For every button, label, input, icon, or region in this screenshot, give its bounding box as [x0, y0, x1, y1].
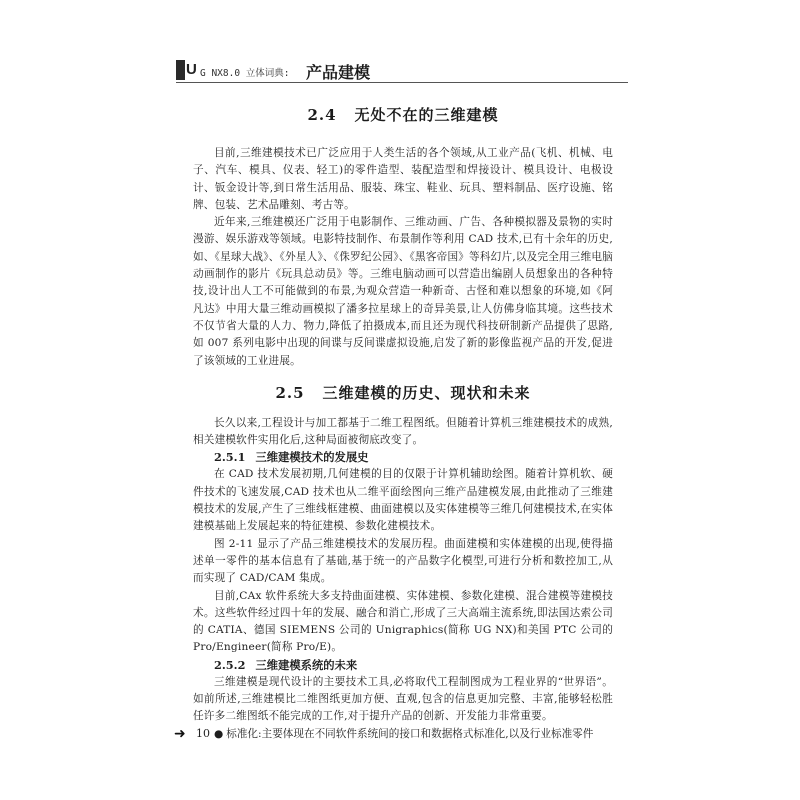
subsection-title: 三维建模技术的发展史 — [255, 450, 369, 465]
subsection-2-5-2-heading — [214, 657, 613, 674]
header-divider — [176, 82, 628, 83]
paragraph: 三维建模是现代设计的主要技术工具,必将取代工程制图成为工程业界的“世界语”。如前所述,三维建模比二维图纸更加方便、直观,包含的信息更加完整、丰富,能够轻松胜任许多二维图纸不能完成的工作,对于提升产品的创新、开发能力非常重要。 — [193, 675, 613, 723]
page-footer — [174, 725, 254, 743]
header-u-letter: U — [186, 61, 197, 78]
page-number: 10 — [196, 727, 210, 740]
section-2-5-heading — [193, 382, 613, 403]
header-series-name: G NX8.0 立体词典: — [200, 68, 290, 79]
paragraph: 近年来,三维建模还广泛用于电影制作、三维动画、广告、各种模拟器及景物的实时漫游、娱乐游戏等领域。电影特技制作、布景制作等利用 CAD 技术,已有十余年的历史,如、《星球大战》、《外星人》、《侏罗纪公园》、《黑客帝国》等科幻片,以及完全用三维电脑动画制作的影片《玩具总动员》等。三维电脑动画可以营造出编剧人员想象出的各种特技,设计出人工不可能做到的布景,为观众营造一种新奇、古怪和难以想象的环境,如《阿凡达》中用大量三维动画模拟了潘多拉星球上的奇异美景,让人仿佛身临其境。这些技术不仅节省大量的人力、物力,降低了拍摄成本,而且还为现代科技研制新产品提供了思路,如 007 系列电影中出现的间谍与反间谍虚拟设施,启发了新的影像监视产品的开发,促进了该领域的工业进展。 — [193, 216, 613, 367]
paragraph: 目前,三维建模技术已广泛应用于人类生活的各个领域,从工业产品(飞机、机械、电子、汽车、模具、仪表、轻工)的零件造型、装配造型和焊接设计、模具设计、电极设计、钣金设计等,到日常生活用品、服装、珠宝、鞋业、玩具、塑料制品、医疗设施、铭牌、包装、艺术品雕刻、考古等。 — [193, 147, 613, 211]
subsection-number: 2.5.1 — [214, 450, 246, 465]
section-number: 2.4 — [307, 106, 337, 124]
header-chapter-title: 产品建模 — [306, 63, 371, 82]
bullet-dot: ● — [214, 727, 224, 740]
paragraph: 图 2-11 显示了产品三维建模技术的发展历程。曲面建模和实体建模的出现,使得描述单一零件的基本信息有了基础,基于统一的产品数字化模型,可进行分析和数控加工,从而实现了 CAD/CAM 集成。 — [193, 537, 613, 585]
section-title: 三维建模的历史、现状和未来 — [322, 383, 531, 402]
section-number: 2.5 — [275, 383, 305, 402]
arrow-right-icon: ➜ — [174, 726, 186, 742]
subsection-2-5-1-heading — [214, 449, 613, 466]
section-2-4-heading — [193, 104, 613, 125]
bullet-text: 标准化:主要体现在不同软件系统间的接口和数据格式标准化,以及行业标准零件 — [226, 727, 594, 740]
subsection-title: 三维建模系统的未来 — [255, 657, 358, 672]
paragraph: 长久以来,工程设计与加工都基于二维工程图纸。但随着计算机三维建模技术的成熟,相关建模软件实用化后,这种局面被彻底改变了。 — [193, 416, 613, 447]
paragraph: 在 CAD 技术发展初期,几何建模的目的仅限于计算机辅助绘图。随着计算机软、硬件技术的飞速发展,CAD 技术也从二维平面绘图向三维产品建模发展,由此推动了三维建模技术的发展,产生了三维线框建模、曲面建模以及实体建模等三维几何建模技术,在实体建模基础上发展起来的特征建模、参数化建模技术。 — [193, 468, 613, 533]
bullet-item — [214, 726, 613, 743]
header-bar-mark — [176, 60, 185, 80]
section-title: 无处不在的三维建模 — [354, 106, 499, 124]
subsection-number: 2.5.2 — [214, 657, 246, 672]
running-header — [176, 58, 636, 82]
page-body — [193, 96, 613, 743]
paragraph: 目前,CAx 软件系统大多支持曲面建模、实体建模、参数化建模、混合建模等建模技术。这些软件经过四十年的发展、融合和消亡,形成了三大高端主流系统,即法国达索公司的 CATIA、德国 SIEMENS 公司的 Unigraphics(简称 UG NX)和美国 PTC 公司的 Pro/Engineer(简称 Pro/E)。 — [193, 589, 613, 654]
